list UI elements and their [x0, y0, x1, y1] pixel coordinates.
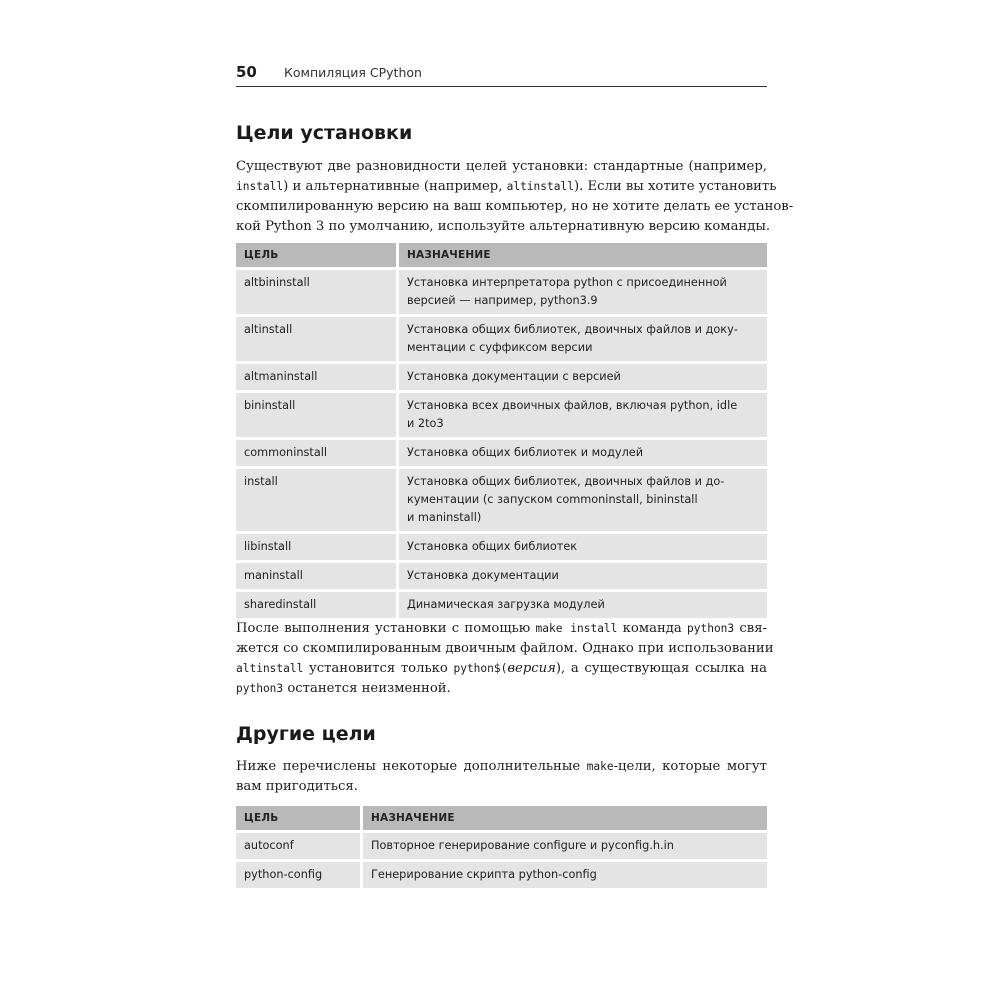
purpose-line: и maninstall) [407, 511, 482, 524]
intro-line-1: Существуют две разновидности целей установки: стандартные (например, [236, 159, 767, 174]
other-intro-line-2: вам пригодиться. [236, 779, 358, 794]
intro-line-4: кой Python 3 по умолчанию, используйте альтернативную версию команды. [236, 219, 771, 234]
table-row [236, 364, 767, 390]
purpose-line: Установка документации [407, 569, 559, 582]
target-cell: bininstall [236, 393, 399, 437]
target-cell: libinstall [236, 534, 399, 560]
code-python3-2: python3 [236, 682, 284, 695]
install-targets-intro [236, 157, 794, 237]
table-row [236, 317, 767, 361]
table-row [236, 833, 767, 859]
column-header-purpose: НАЗНАЧЕНИЕ [363, 806, 767, 830]
target-cell: altbininstall [236, 270, 399, 314]
purpose-line: Установка документации с версией [407, 370, 621, 383]
code-altinstall-2: altinstall [236, 662, 304, 675]
target-cell: commoninstall [236, 440, 399, 466]
intro-line-2: install) и альтернативные (например, altinstall). Если вы хотите установить [236, 179, 777, 194]
purpose-line: кументации (с запуском commoninstall, bininstall [407, 493, 698, 506]
intro-line-3: скомпилированную версию на ваш компьютер, но не хотите делать ее установ- [236, 199, 794, 214]
column-header-purpose: НАЗНАЧЕНИЕ [399, 243, 767, 267]
target-cell: python-config [236, 862, 363, 888]
chapter-title: Компиляция CPython [284, 65, 422, 80]
italic-version: версия [507, 661, 556, 676]
table-row [236, 440, 767, 466]
after-line-2: жется со скомпилированным двоичным файлом. Однако при использовании [236, 641, 774, 656]
purpose-cell [399, 469, 767, 531]
code-make: make [586, 760, 614, 773]
purpose-line: Повторное генерирование configure и pyconfig.h.in [371, 839, 674, 852]
purpose-cell [399, 317, 767, 361]
table-row [236, 393, 767, 437]
purpose-cell [399, 440, 767, 466]
target-cell: autoconf [236, 833, 363, 859]
column-header-target: ЦЕЛЬ [236, 806, 363, 830]
code-altinstall: altinstall [506, 180, 574, 193]
purpose-cell [363, 833, 767, 859]
install-targets-table [236, 240, 767, 621]
other-targets-table [236, 803, 767, 891]
purpose-line: Установка общих библиотек и модулей [407, 446, 644, 459]
after-install-paragraph [236, 619, 774, 699]
purpose-cell [399, 270, 767, 314]
table-header-row [236, 806, 767, 830]
table-row [236, 270, 767, 314]
code-python-version: python$( [453, 662, 508, 675]
purpose-cell [399, 364, 767, 390]
other-intro-line-1: Ниже перечислены некоторые дополнительные make-цели, которые могут [236, 759, 767, 774]
other-targets-intro [236, 757, 767, 797]
table-row [236, 469, 767, 531]
after-line-4: python3 останется неизменной. [236, 681, 451, 696]
after-line-3: altinstall установится только python$(версия), а существующая ссылка на [236, 661, 768, 676]
purpose-line: версией — например, python3.9 [407, 294, 598, 307]
purpose-line: Генерирование скрипта python-config [371, 868, 597, 881]
purpose-line: Установка общих библиотек, двоичных файлов и до- [407, 475, 725, 488]
running-header [236, 62, 767, 87]
purpose-cell [399, 393, 767, 437]
code-install: install [236, 180, 284, 193]
target-cell: install [236, 469, 399, 531]
table-row [236, 862, 767, 888]
table-row [236, 563, 767, 589]
target-cell: maninstall [236, 563, 399, 589]
purpose-line: Динамическая загрузка модулей [407, 598, 605, 611]
purpose-line: Установка всех двоичных файлов, включая python, idle [407, 399, 738, 412]
purpose-cell [363, 862, 767, 888]
purpose-line: и 2to3 [407, 417, 444, 430]
table-row [236, 534, 767, 560]
code-make-install: make install [535, 622, 618, 635]
table-header-row [236, 243, 767, 267]
section-heading-install-targets: Цели установки [236, 122, 413, 144]
target-cell: sharedinstall [236, 592, 399, 618]
purpose-cell [399, 563, 767, 589]
purpose-line: ментации с суффиксом версии [407, 341, 593, 354]
after-line-1: После выполнения установки с помощью make install команда python3 свя- [236, 621, 767, 636]
purpose-line: Установка общих библиотек [407, 540, 578, 553]
purpose-line: Установка интерпретатора python с присоединенной [407, 276, 727, 289]
purpose-line: Установка общих библиотек, двоичных файлов и доку- [407, 323, 738, 336]
section-heading-other-targets: Другие цели [236, 723, 376, 745]
purpose-cell [399, 592, 767, 618]
target-cell: altinstall [236, 317, 399, 361]
page-number: 50 [236, 63, 257, 81]
purpose-cell [399, 534, 767, 560]
code-python3: python3 [687, 622, 735, 635]
column-header-target: ЦЕЛЬ [236, 243, 399, 267]
target-cell: altmaninstall [236, 364, 399, 390]
table-row [236, 592, 767, 618]
